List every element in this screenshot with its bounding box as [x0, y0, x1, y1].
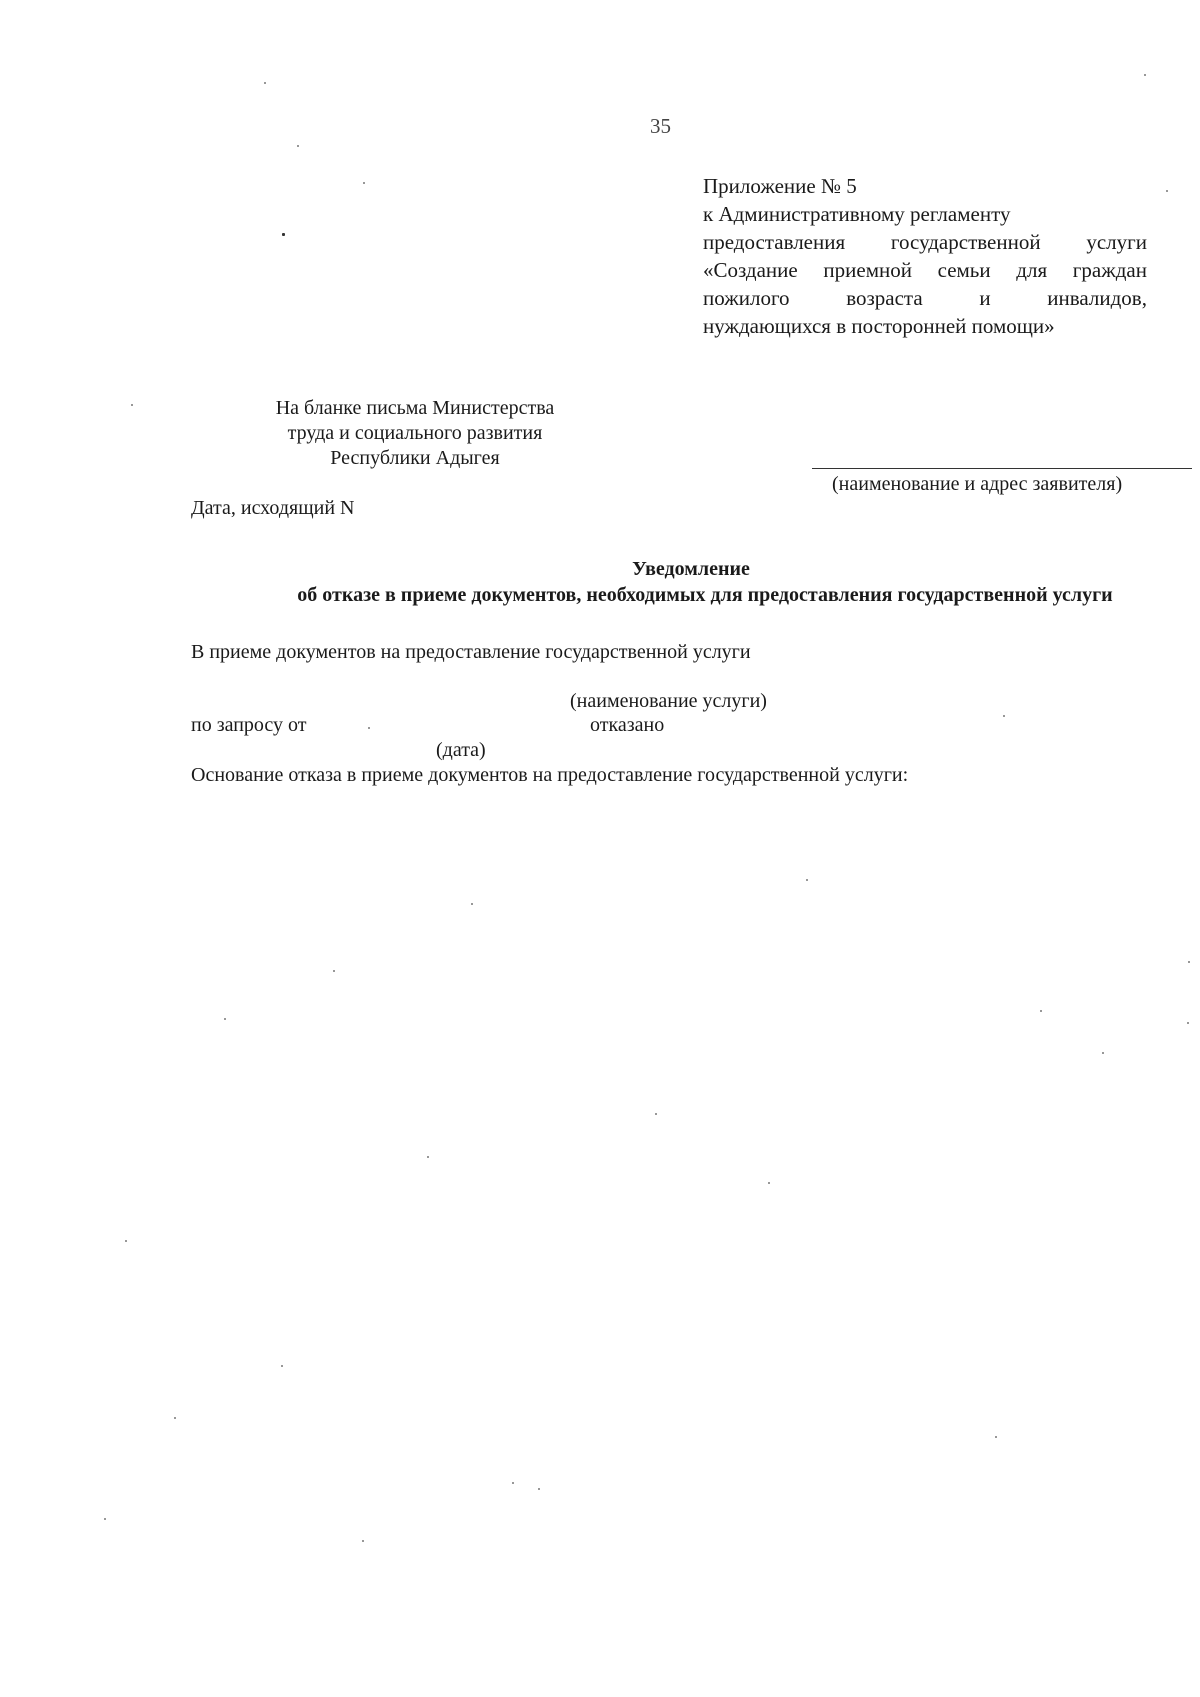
scan-speck [363, 182, 365, 184]
annex-word: граждан [1072, 258, 1147, 282]
scan-speck [655, 1113, 657, 1115]
annex-word: и [979, 286, 991, 310]
scan-speck [281, 1365, 283, 1367]
request-from-label: по запросу от [191, 714, 307, 736]
letterhead-line: труда и социального развития [287, 422, 543, 444]
annex-line-4 [703, 256, 1147, 284]
scan-speck [806, 879, 808, 881]
annex-word: инвалидов, [1047, 286, 1147, 310]
annex-word: для [1016, 258, 1048, 282]
scan-speck [1188, 961, 1190, 963]
page-number: 35 [650, 114, 671, 138]
date-outgoing-number: Дата, исходящий N [191, 497, 355, 519]
scan-speck [512, 1482, 514, 1484]
annex-word: пожилого [703, 286, 790, 310]
scan-speck [1003, 715, 1005, 717]
scan-speck [362, 1540, 364, 1542]
scan-speck [1187, 1022, 1189, 1024]
document-subtitle: об отказе в приеме документов, необходимых для предоставления государственной услуги [297, 584, 1113, 606]
annex-block [703, 172, 1147, 340]
annex-word: государственной [890, 230, 1041, 254]
applicant-caption: (наименование и адрес заявителя) [832, 473, 1123, 495]
scan-speck [1102, 1052, 1104, 1054]
annex-word: приемной [823, 258, 912, 282]
scan-speck [768, 1182, 770, 1184]
scan-speck [131, 404, 133, 406]
scan-speck [995, 1436, 997, 1438]
scan-speck [104, 1518, 106, 1520]
annex-word: услуги [1086, 230, 1147, 254]
letterhead-line: На бланке письма Министерства [275, 397, 555, 419]
annex-word: семьи [937, 258, 991, 282]
scan-speck [368, 727, 370, 729]
annex-reference: к Административному регламенту [703, 202, 1011, 226]
refusal-reason-label: Основание отказа в приеме документов на предоставление государственной услуги: [191, 764, 909, 786]
annex-line-5 [703, 284, 1147, 312]
annex-line-3 [703, 228, 1147, 256]
date-caption: (дата) [436, 739, 486, 761]
scan-speck [427, 1156, 429, 1158]
document-title: Уведомление [632, 558, 750, 580]
annex-number: Приложение № 5 [703, 174, 857, 198]
applicant-blank-line [812, 468, 1192, 469]
refused-label: отказано [590, 714, 665, 736]
body-text-line: В приеме документов на предоставление государственной услуги [191, 641, 751, 663]
letterhead-line: Республики Адыгея [330, 447, 500, 469]
annex-word: предоставления [703, 230, 846, 254]
annex-word: возраста [846, 286, 923, 310]
scan-speck [471, 903, 473, 905]
letterhead-note [215, 396, 615, 471]
scan-speck [264, 82, 266, 84]
scan-speck [174, 1417, 176, 1419]
service-name-caption: (наименование услуги) [570, 690, 767, 712]
scan-speck [297, 145, 299, 147]
scan-speck [333, 970, 335, 972]
scan-speck [538, 1488, 540, 1490]
scan-speck [1166, 190, 1168, 192]
scan-speck [1144, 74, 1146, 76]
annex-word: «Создание [703, 258, 798, 282]
scan-speck [224, 1018, 226, 1020]
scan-speck [125, 1240, 127, 1242]
scan-speck [282, 233, 285, 236]
annex-line-6: нуждающихся в посторонней помощи» [703, 314, 1055, 338]
scan-speck [1040, 1010, 1042, 1012]
